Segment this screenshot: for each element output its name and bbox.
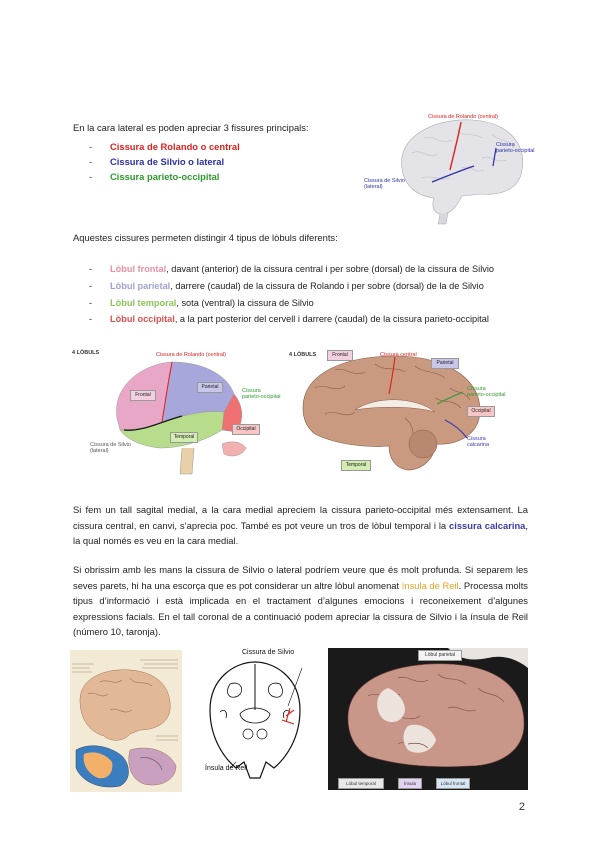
fig1-parieto-label-1: Cissura [496,142,515,148]
fissure-list [73,139,343,184]
paragraph-text: , la qual només es veu en la cara medial. [73,519,528,546]
fig2-right-occipital: Occipital [467,406,495,417]
lobe-description: , darrere (caudal) de la cissura de Rolando i per sobre (dorsal) de la de Silvio [170,280,484,291]
fig2-left-frontal: Frontal [130,390,156,401]
colored-lobes-illustration [72,348,272,486]
paragraph-text: Si fem un tall sagital medial, a la cara medial apreciem la cissura parieto-occipital més extensament. La cissura central, en canvi, s’aprecia poc. També es pot veure un tros de lòbul temporal i la [73,504,528,531]
fig2-right-parieto-1: Cissura [467,386,486,392]
intro-text: En la cara lateral es poden apreciar 3 fissures principals: [73,122,309,133]
lobe-item-temporal [73,296,543,311]
fig2-left-title: 4 LÒBULS [72,350,100,356]
photo-bottom-label-1: Lòbul temporal [338,778,384,789]
sagittal-section-photo [285,348,525,486]
sagittal-section-figure [285,348,525,486]
dissection-photo-illustration [328,648,528,790]
lobe-item-frontal [73,262,543,277]
intro-section [73,120,343,184]
fig2-right-calcarina-1: Cissura [467,436,486,442]
fig1-silvio-label-2: (lateral) [364,184,383,190]
fig2-right-parietal: Parietal [431,358,459,369]
insula-reil-label: Ínsula de Reil [205,765,248,772]
paragraph-text: . Processa molts tipus d’informació i està implicada en el tractament d’algunes emocions i reconeixement d’algunes expressions facials. En el tall coronal de a continuació podem apreciar la cissura de Silvio i la ínsula de Reil (número 10, taronja). [73,579,528,637]
fig2-left-rolando: Cissura de Rolando (central) [156,352,227,358]
fissure-rolando: - Cissura de Rolando o central [73,139,343,154]
photo-bottom-label-2: Ínsula [398,778,422,789]
lobe-name: Lòbul occipital [110,314,175,325]
fig2-left-occipital: Occipital [232,424,260,435]
fig2-right-frontal: Frontal [327,350,353,361]
fig2-left-parietal: Parietal [197,382,223,393]
paragraph-text: Si obrissim amb les mans la cissura de Silvio o lateral podríem veure que és molt profunda. Si separem les seves parets, hi ha una escorça que es pot considerar un altre lòbul anomenat [73,564,528,591]
insula-highlight: ínsula de Reil [401,579,459,591]
photo-bottom-label-3: Lòbul frontal [436,778,470,789]
fig2-right-title: 4 LÒBULS [289,352,317,358]
fig2-right-calcarina-2: calcarina [467,442,490,448]
paragraph-sagittal [73,502,528,549]
page-number: 2 [518,801,525,813]
lobes-list [73,262,543,329]
lobe-item-parietal [73,279,543,294]
fig1-silvio-label-1: Cissura de Silvio [364,178,405,184]
lateral-brain-illustration [362,108,542,228]
fig1-rolando-label: Cissura de Rolando (central) [428,114,499,120]
anatomy-atlas-illustration [70,650,182,792]
fig2-right-parieto-2: parieto-occipital [467,392,506,398]
insula-dissection-photo [328,648,528,790]
fig2-right-temporal: Temporal [341,460,371,471]
lobe-item-occipital [73,312,543,327]
lobe-description: , a la part posterior del cervell i darrere (caudal) de la cissura parieto-occipital [174,314,489,325]
fig2-left-silvio-1: Cissura de Silvio [90,442,131,448]
lateral-brain-figure [362,108,542,228]
calcarina-highlight: cissura calcarina [449,519,526,531]
fissure-silvio: - Cissura de Silvio o lateral [73,154,343,169]
fig2-left-silvio-2: (lateral) [90,448,109,454]
lobe-name: Lòbul parietal [110,280,171,291]
lobe-name: Lòbul temporal [110,297,177,308]
fig2-left-parieto-2: parieto-occipital [242,394,281,400]
photo-top-label: Lòbul parietal [418,650,462,661]
lobe-name: Lòbul frontal [110,264,167,274]
fig1-parieto-label-2: parieto-occipital [496,148,535,154]
fig2-left-parieto-1: Cissura [242,388,261,394]
lobes-intro: Aquestes cissures permeten distingir 4 tipus de lòbuls diferents: [73,232,338,243]
coronal-silvio-label: Cissura de Silvio [242,649,295,656]
paragraph-insula [73,562,528,640]
fig2-right-central: Cissura central [380,352,417,358]
colored-lobes-figure [72,348,281,486]
lobe-description: , davant (anterior) de la cissura central i per sobre (dorsal) de la cissura de Silvio [166,264,494,274]
fissure-parieto: - Cissura parieto-occipital [73,169,343,184]
lobe-description: , sota (ventral) la cissura de Silvio [176,297,314,308]
anatomy-atlas-figure [70,650,182,792]
fig2-left-temporal: Temporal [170,432,198,443]
